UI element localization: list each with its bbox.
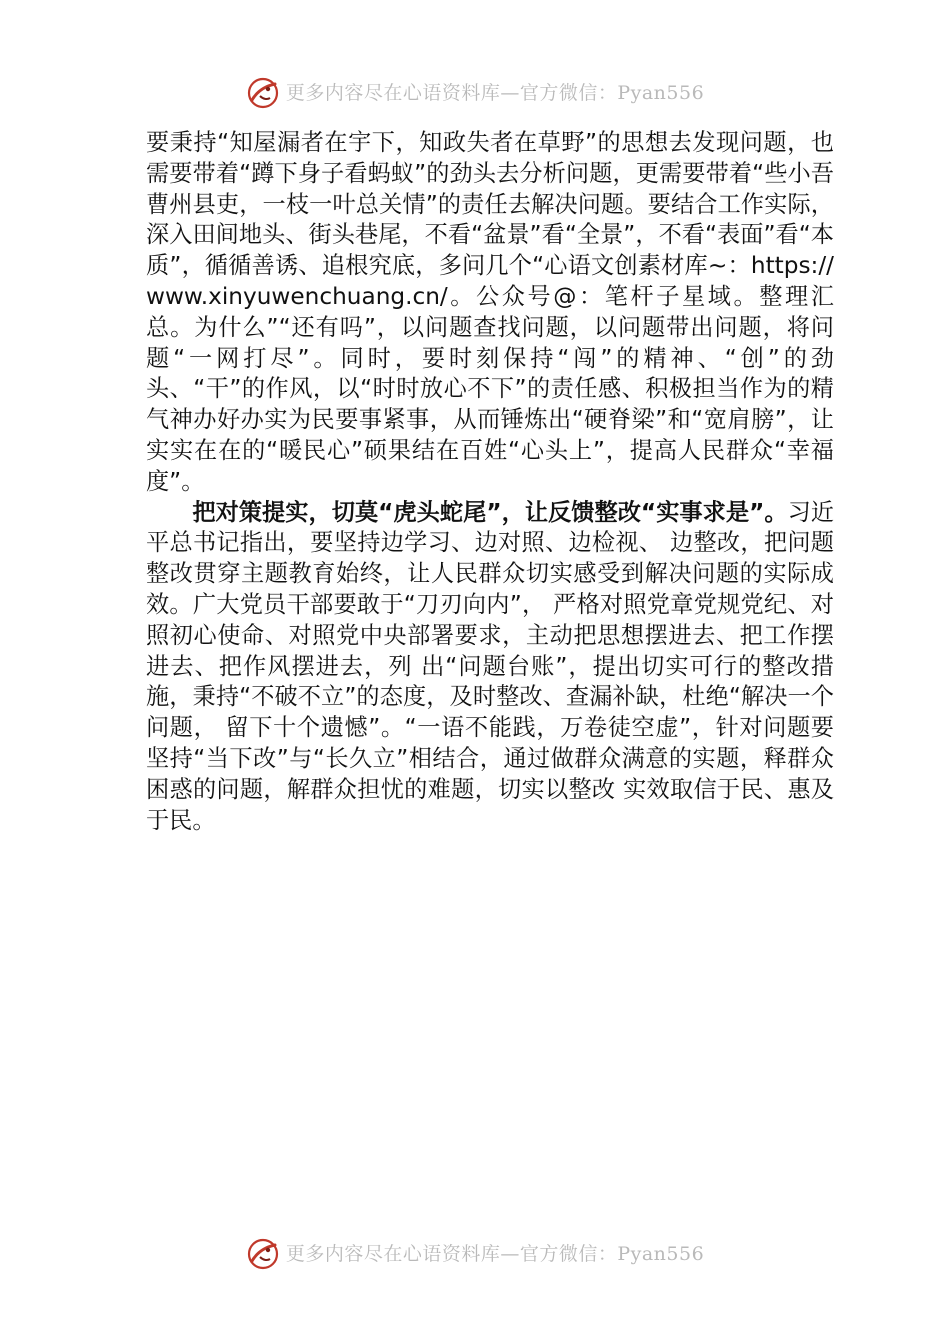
watermark-text: 更多内容尽在心语资料库—官方微信：Pyan556 — [285, 82, 705, 104]
body-paragraph: 要秉持“知屋漏者在宇下，知政失者在草野”的思想去发现问题，也需要带着“蹲下身子看蚂蚁”的劲头去分析问题，更需要带着“些小吾曹州县吏，一枝一叶总关情”的责任去解决问题。要结合工作实际，深入田间地头、街头巷尾，不看“盆景”看“全景”，不看“表面”看“本质”，循循善诱、追根究底，多问几个“心语文创素材库~：https://www.xinyuwenchuang.cn/。公众号@：笔杆子星域。整理汇总。为什么”“还有吗”，以问题查找问题，以问题带出问题，将问题“一网打尽”。同时，要时刻保持“闯”的精神、“创”的劲头、“干”的作风，以“时时放心不下”的责任感、积极担当作为的精气神办好办实为民要事紧事，从而锤炼出“硬脊梁”和“宽肩膀”，让实实在在的“暖民心”硕果结在百姓“心头上”，提高人民群众“幸福度”。 — [146, 129, 834, 495]
watermark-text: 更多内容尽在心语资料库—官方微信：Pyan556 — [285, 1243, 705, 1265]
paragraph-text: 习近平总书记指出，要坚持边学习、边对照、边检视、 边整改，把问题整改贯穿主题教育始终，让人民群众切实感受到解决问题的实际成效。广大党员干部要敢于“刀刃向内”， 严格对照党章党规党纪、对照初心使命、对照党中央部署要求，主动把思想摆进去、把工作摆进去、把作风摆进去，列 出“问题台账”，提出切实可行的整改措施，秉持“不破不立”的态度，及时整改、查漏补缺，杜绝“解决一个问题， 留下十个遗憾”。“一语不能践，万卷徒空虚”，针对问题要坚持“当下改”与“长久立”相结合，通过做群众满意的实题，释群众困惑的问题，解群众担忧的难题，切实以整改 实效取信于民、惠及于民。 — [146, 498, 834, 834]
header-watermark — [0, 76, 950, 110]
paragraph-lead-heading: 把对策提实，切莫“虎头蛇尾”，让反馈整改“实事求是”。 — [192, 498, 788, 526]
body-paragraph — [146, 498, 834, 837]
brush-logo-icon — [246, 76, 280, 110]
footer-watermark — [0, 1237, 950, 1271]
document-body — [146, 128, 834, 836]
brush-logo-icon — [246, 1237, 280, 1271]
